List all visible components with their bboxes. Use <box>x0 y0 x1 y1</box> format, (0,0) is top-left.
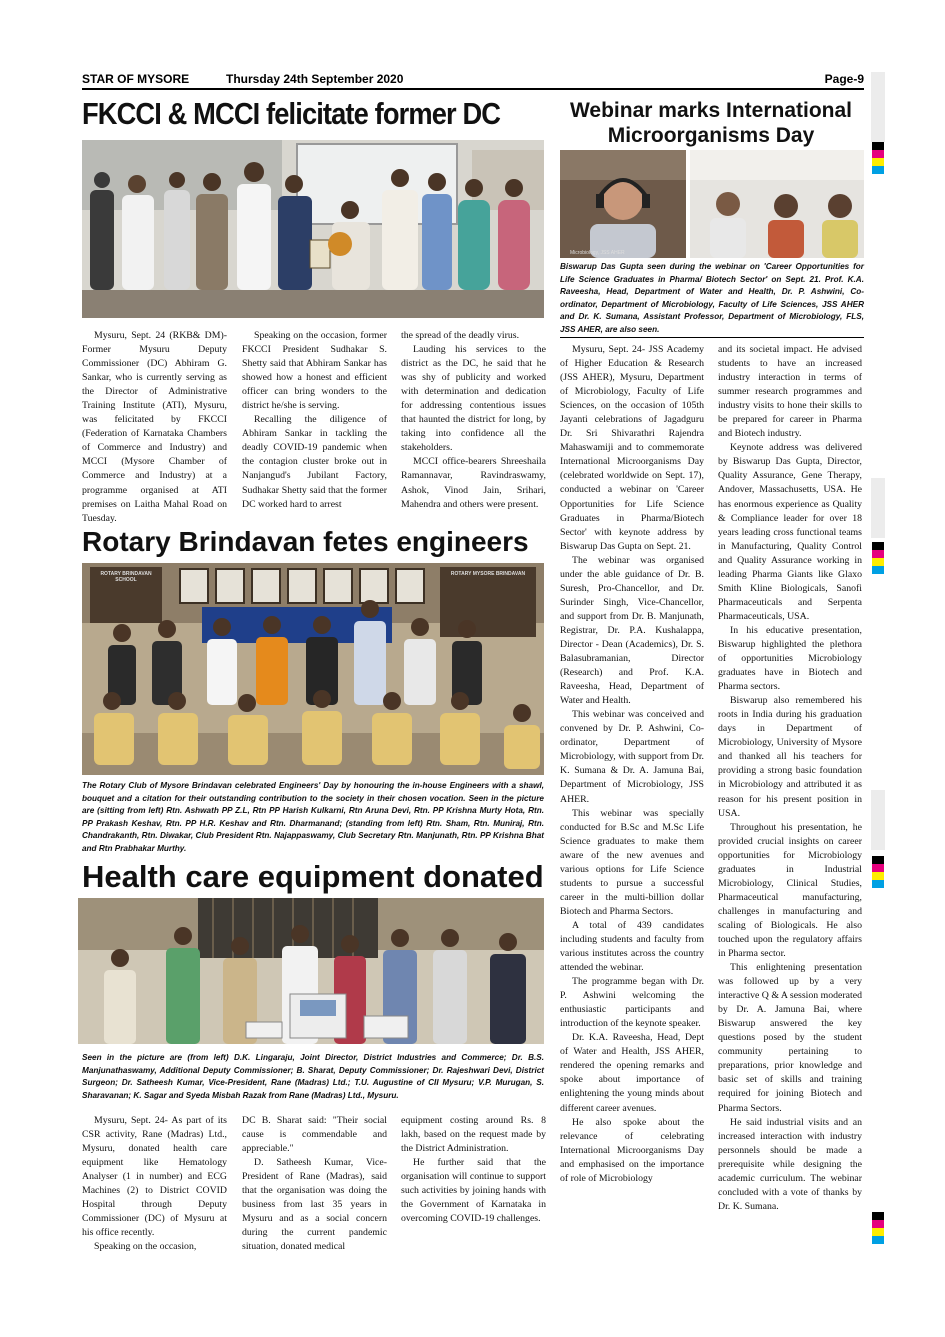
paragraph: Keynote address was delivered by Biswarup Das Gupta, Director, Quality Assurance, Gene Therapy, Andover, Massachusetts, USA. He has enormous experience as Quality & Compliance leader for over 18 years leading cross functional teams in Manufacturing, Quality Control and Quality Assurance working in leading Pharma Giants like Glaxo Smith Kline Biologicals, Sanofi Pharmaceuticals and Serpenta Pharmaceuticals, USA. <box>718 442 862 622</box>
webinar-headline <box>557 98 865 148</box>
publication-name: STAR OF MYSORE <box>82 72 190 86</box>
registration-mark <box>872 142 884 174</box>
fkcci-column-2 <box>242 329 387 512</box>
paragraph: Speaking on the occasion, former FKCCI President Sudhakar S. Shetty said that Abhiram Sankar has showed how a honest and efficient officer can bring wonders to the district he/she is serving. <box>242 330 387 412</box>
paragraph: Speaking on the occasion, <box>94 1241 197 1253</box>
paragraph: The webinar was organised under the able guidance of Dr. B. Suresh, Pro-Chancellor, and Dr. Surinder Singh, Vice-Chancellor, and support from Dr. B. Manjunath, Registrar, Dr. P.A. Kushalappa, Director - Dean (Academics), Dr. S. Balasubramanian, Director (Research) and Prof. K.A. Raveesha, Head, Department of Water and Health. <box>560 554 704 707</box>
paragraph: DC B. Sharat said: "Their social cause is commendable and appreciable." <box>242 1115 387 1155</box>
webinar-name-label: Microbiology, JSS AHER <box>570 250 625 256</box>
rotary-headline: Rotary Brindavan fetes engineers <box>82 526 529 557</box>
fkcci-headline: FKCCI & MCCI felicitate former DC <box>82 96 501 131</box>
paragraph: Dr. K.A. Raveesha, Head, Dept of Water and Health, JSS AHER, rendered the opening remarks and spoke about importance of enlightening the young minds about different career avenues. <box>560 1032 704 1114</box>
photo-sign: ROTARY MYSORE BRINDAVAN <box>450 571 526 577</box>
health-photo <box>78 898 544 1044</box>
paragraph: MCCI office-bearers Shreeshaila Ramannavar, Ravindraswamy, Ashok, Vinod Jain, Srihari, Mahendra and others were present. <box>401 456 546 510</box>
webinar-headline-line: Microorganisms Day <box>607 124 815 147</box>
fkcci-photo <box>82 140 544 318</box>
health-column-2 <box>242 1114 387 1254</box>
paragraph: Lauding his services to the district as the DC, he said that he was shy of publicity and worked with determination and dedication for addressing contentious issues that haunted the district for long, by taking into confidence all the stakeholders. <box>401 344 546 454</box>
fkcci-column-1 <box>82 329 227 526</box>
webinar-caption-rule <box>560 337 864 338</box>
paragraph: A total of 439 candidates including students and faculty from various institutes across the country attended the webinar. <box>560 919 704 974</box>
paragraph: The programme began with Dr. P. Ashwini welcoming the enthusiastic participants and introduction of the keynote speaker. <box>560 976 704 1030</box>
paragraph: Mysuru, Sept. 24 (RKB& DM)- Former Mysuru Deputy Commissioner (DC) Abhiram G. Sankar, who is currently serving as the Director of Administrative Training Institute (ATI), Mysuru, was felicitated by FKCCI (Federation of Karnataka Chambers of Commerce and Industry) and MCCI (Mysore Chamber of Commerce and Industry) at a programme organised at ATI premises on Laitha Mahal Road on Tuesday. <box>82 330 227 524</box>
side-strip <box>871 72 885 142</box>
masthead-rule <box>82 88 864 90</box>
paragraph: Mysuru, Sept. 24- As part of its CSR activity, Rane (Madras) Ltd., Mysuru, donated health care equipment like Hematology Analyser (1 in number) and ECG Machines (2) to District COVID Hospital through Deputy Commissioner (DC) of Mysuru at his office recently. <box>82 1115 227 1239</box>
paragraph: Mysuru, Sept. 24- JSS Academy of Higher Education & Research (JSS AHER), Mysuru, Department of Microbiology, Faculty of Life Sciences, on the occasion of 105th Jayanti celebrations of Jagadguru Dr. Sri Shivarathri Rajendra Mahaswamiji and to commemorate International Microorganisms Day (celebrated worldwide on Sept. 17), conducted a webinar on 'Career Opportunities for Life Science Graduates in Pharma/Biotech Sector' with keynote address by Biswarup Das Gupta on Sept. 21. <box>560 344 704 552</box>
paragraph: This enlightening presentation was followed up by a very interactive Q & A session moderated by Dr. A. Jamuna Bai, where Biswarup answered the key questions posed by the student community pertaining to preparations, prior knowledge and basic set of skills and training required for joining Biotech and Pharma Sectors. <box>718 962 862 1114</box>
health-headline: Health care equipment donated <box>82 859 544 894</box>
photo-sign: ROTARY BRINDAVAN SCHOOL <box>100 571 152 583</box>
webinar-column-1 <box>560 343 704 1186</box>
rotary-photo <box>82 563 544 775</box>
masthead <box>82 72 864 87</box>
health-column-3 <box>401 1114 546 1226</box>
side-strip <box>871 790 885 850</box>
paragraph: Throughout his presentation, he provided crucial insights on career opportunities for Microbiology graduates in Industrial Microbiology, Clinical Studies, Pharmaceutical manufacturing, challenges in manufacturing and scaling of Biologicals. He also touched upon the regulatory affairs in Pharma sector. <box>718 821 862 960</box>
paragraph: the spread of the deadly virus. <box>401 330 520 341</box>
rotary-caption: The Rotary Club of Mysore Brindavan celebrated Engineers' Day by honouring the in-house Engineers with a shawl, bouquet and a citation for their outstanding contribution to the society in their chosen vocation. Seen in the picture are (sitting from left) Rtn. Ashwath PP Z.L, Rtn PP Harish Kulkarni, Rtn Aruna Devi, Rtn. PP Krishna Murty Hota, Rtn. PP Prakash Keshav, Rtn. PP H.R. Keshav and Rtn. Dharmanand; (standing from left) Rtn. Sham, Rtn. Muniraj, Rtn. Chandrakanth, Rtn. Diwakar, Club President Rtn. Najappaswamy, Club Secretary Rtn. Manjunath, Rtn. PP Krishna Bhat and Rtn Prabhakar Murthy. <box>82 781 544 853</box>
paragraph: equipment costing around Rs. 8 lakh, based on the request made by the District Administration. <box>401 1115 546 1155</box>
webinar-column-2 <box>718 343 862 1214</box>
paragraph: Recalling the diligence of Abhiram Sankar in tackling the deadly COVID-19 pandemic when the contagion cluster broke out in Nanjangud's Jubilant Factory, Sudhakar Shetty said that the former DC worked hard to arrest <box>242 414 387 510</box>
issue-date: Thursday 24th September 2020 <box>226 72 404 86</box>
webinar-headline-line: Webinar marks International <box>569 99 853 122</box>
registration-mark <box>872 542 884 574</box>
paragraph: and its societal impact. He advised students to have an increased industry interaction in terms of summer research programmes and industry visits to hone their skills to be prepared for career in Pharma and Biotech industry. <box>718 344 862 440</box>
health-caption: Seen in the picture are (from left) D.K. Lingaraju, Joint Director, District Industries and Commerce; Dr. B.S. Manjunathaswamy, Additional Deputy Commissioner; B. Sharat, Deputy Commissioner; Dr. Rajeshwari Devi, District Surgeon; Dr. Satheesh Kumar, Vice-President, Rane (Madras) Ltd.; T.U. Augustine of CII Mysuru; V.P. Murugan, S. Sharavanan; K. Sagar and Syeda Misbah Razak from Rane (Madras) Ltd., Mysuru. <box>82 1053 544 1100</box>
registration-mark <box>872 856 884 888</box>
paragraph: This webinar was specially conducted for B.Sc and M.Sc Life Science graduates to make them aware of the new avenues and various options for Life Science students to pursue a successful career in the multi-billion dollar Biotech and Pharma Sectors. <box>560 807 704 917</box>
webinar-photo <box>560 150 864 258</box>
paragraph: Biswarup also remembered his roots in India during his graduation days in Department of Microbiology, University of Mysore and thanked all his teachers for providing a strong basic foundation in Microbiology and attributed it as reason for his present position in USA. <box>718 695 862 819</box>
fkcci-column-3 <box>401 329 546 512</box>
page-number: Page-9 <box>824 72 864 86</box>
webinar-caption: Biswarup Das Gupta seen during the webinar on 'Career Opportunities for Life Science Graduates in Pharma/ Biotech Sector' on Sept. 21. Prof. K.A. Raveesha, Head, Department of Water and Health, Dr. P. Ashwini, Co-ordinator, Department of Microbiology, Faculty of Life Sciences, JSS AHER and Dr. K. Sumana, Assistant Professor, Department of Microbiology, FLS, JSS AHER, are also seen. <box>560 262 864 334</box>
paragraph: D. Satheesh Kumar, Vice-President of Rane (Madras), said that the organisation was doing the business from last 35 years in Mysuru and as a social concern during the current pandemic situation, donated medical <box>242 1157 387 1253</box>
paragraph: He said industrial visits and an increased interaction with industry personnels should be made a prerequisite while designing the academic curriculum. The webinar concluded with a vote of thanks by Dr. K. Sumana. <box>718 1116 862 1212</box>
side-strip <box>871 478 885 538</box>
registration-mark <box>872 1212 884 1244</box>
paragraph: This webinar was conceived and convened by Dr. P. Ashwini, Co-ordinator, Department of Microbiology, with support from Dr. K. Sumana & Dr. A. Jamuna Bai, Department of Microbiology, JSS AHER. <box>560 709 704 805</box>
paragraph: He further said that the organisation will continue to support such activities by joining hands with the Government of Karnataka in overcoming COVID-19 challenges. <box>401 1157 546 1225</box>
paragraph: He also spoke about the relevance of celebrating International Microorganisms Day and emphasised on the importance of role of Microbiology <box>560 1116 704 1184</box>
health-column-1 <box>82 1114 227 1254</box>
paragraph: In his educative presentation, Biswarup highlighted the plethora of opportunities Microbiology graduates have in Biotech and Pharma sectors. <box>718 624 862 693</box>
